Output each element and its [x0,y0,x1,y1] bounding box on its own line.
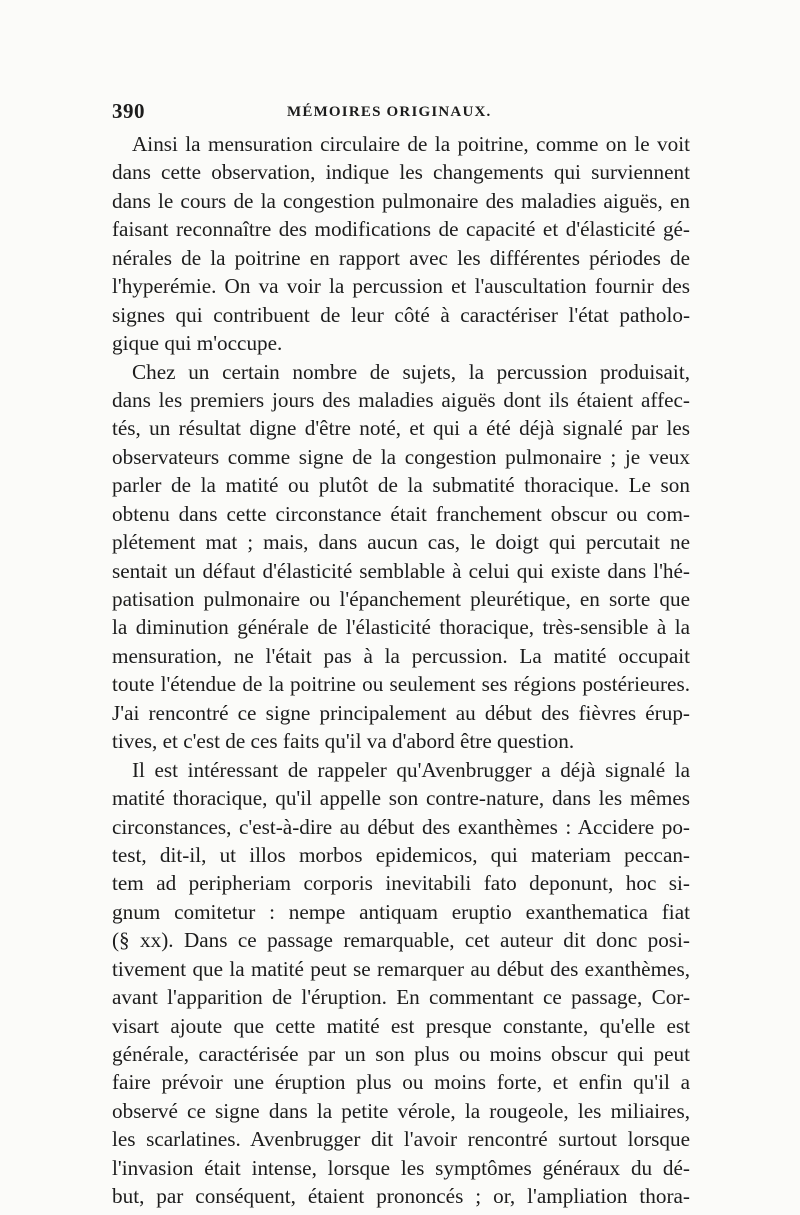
text-line: parler de la matité ou plutôt de la submatité thoracique. Le son [112,473,690,498]
text-line: la diminution générale de l'élasticité thoracique, très-sensible à la [112,615,690,640]
text-line: tivement que la matité peut se remarquer au début des exanthèmes, [112,956,690,981]
text-line: faisant reconnaître des modifications de capacité et d'élasticité gé- [112,217,690,242]
text-line: (§ xx). Dans ce passage remarquable, cet auteur dit donc posi- [112,928,690,953]
text-line: les scarlatines. Avenbrugger dit l'avoir rencontré surtout lorsque [112,1127,690,1152]
text-line: observateurs comme signe de la congestion pulmonaire ; je veux [112,444,690,469]
text-line: nérales de la poitrine en rapport avec les différentes périodes de [112,245,690,270]
text-line: mensuration, ne l'était pas à la percussion. La matité occupait [112,643,690,668]
text-line: circonstances, c'est-à-dire au début des exanthèmes : Accidere po- [112,814,690,839]
text-line: Chez un certain nombre de sujets, la percussion produisait, [132,359,690,384]
text-line: Ainsi la mensuration circulaire de la poitrine, comme on le voit [132,132,690,156]
text-line: générale, caractérisée par un son plus ou moins obscur qui peut [112,1042,690,1066]
text-line: l'hyperémie. On va voir la percussion et l'auscultation fournir des [112,274,690,299]
text-line: obtenu dans cette circonstance était franchement obscur ou com- [112,501,690,526]
text-line: dans le cours de la congestion pulmonaire des maladies aiguës, en [112,188,690,213]
page-number: 390 [112,99,145,123]
text-line: l'invasion était intense, lorsque les symptômes généraux du dé- [112,1155,690,1180]
text-line: gique qui m'occupe. [112,331,283,356]
text-line: sentait un défaut d'élasticité semblable à celui qui existe dans l'hé- [112,558,690,583]
text-line: test, dit-il, ut illos morbos epidemicos, qui materiam peccan- [112,842,690,867]
running-title: MÉMOIRES ORIGINAUX. [287,104,492,120]
body-text [112,130,690,1211]
text-line: plétement mat ; mais, dans aucun cas, le doigt qui percutait ne [112,530,690,555]
text-line: signes qui contribuent de leur côté à caractériser l'état patholo- [112,302,690,327]
text-line: tés, un résultat digne d'être noté, et qui a été déjà signalé par les [112,416,690,441]
text-line: observé ce signe dans la petite vérole, la rougeole, les miliaires, [112,1098,690,1123]
text-line: avant l'apparition de l'éruption. En commentant ce passage, Cor- [112,985,690,1010]
text-line: matité thoracique, qu'il appelle son contre-nature, dans les mêmes [112,786,690,811]
text-line: tem ad peripheriam corporis inevitabili fato deponunt, hoc si- [112,871,690,896]
text-line: tives, et c'est de ces faits qu'il va d'abord être question. [112,729,575,754]
text-line: faire prévoir une éruption plus ou moins forte, et enfin qu'il a [112,1070,690,1095]
text-line: toute l'étendue de la poitrine ou seulement ses régions postérieures. [112,672,690,697]
running-head [112,96,692,126]
text-line: patisation pulmonaire ou l'épanchement pleurétique, en sorte que [112,587,690,611]
text-line: dans cette observation, indique les changements qui surviennent [112,160,690,185]
text-line: J'ai rencontré ce signe principalement au début des fièvres érup- [112,700,690,725]
text-line: but, par conséquent, étaient prononcés ; or, l'ampliation thora- [112,1184,690,1209]
text-line: Il est intéressant de rappeler qu'Avenbrugger a déjà signalé la [132,757,690,782]
text-line: visart ajoute que cette matité est presque constante, qu'elle est [112,1013,690,1038]
text-line: gnum comitetur : nempe antiquam eruptio exanthematica fiat [112,899,690,924]
text-line: dans les premiers jours des maladies aiguës dont ils étaient affec- [112,387,690,412]
